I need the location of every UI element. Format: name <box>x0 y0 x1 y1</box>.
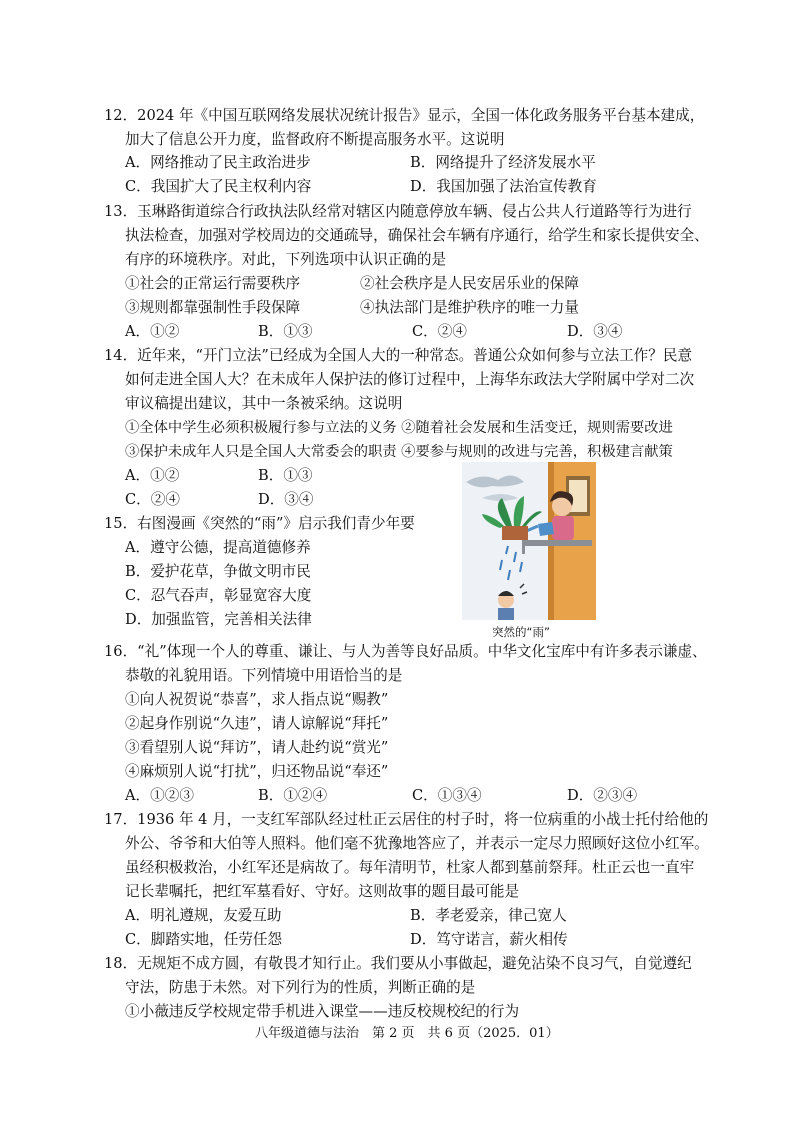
q17-stem-line3: 虽经积极救治，小红军还是病故了。每年清明节，杜家人都到墓前祭拜。杜正云也一直牢 <box>125 859 695 876</box>
q13-stem-line2: 执法检查，加强对学校周边的交通疏导，确保社会车辆有序通行，给学生和家长提供安全、 <box>125 227 709 244</box>
q13-statement-1: ①社会的正常运行需要秩序 <box>125 275 301 292</box>
q14-option-d[interactable]: D．③④ <box>258 491 314 508</box>
q14-option-c[interactable]: C．②④ <box>125 491 180 508</box>
q13-stem-line3: 有序的环境秩序。对此，下列选项中认识正确的是 <box>125 251 447 268</box>
q16-option-d[interactable]: D．②③④ <box>567 787 638 804</box>
q12-option-d[interactable]: D．我国加强了法治宣传教育 <box>410 178 597 195</box>
cartoon-sudden-rain-illustration <box>462 462 596 620</box>
q16-statement-2: ②起身作别说“久违”，请人谅解说“拜托” <box>125 715 389 732</box>
q17-option-d[interactable]: D．笃守诺言，薪火相传 <box>410 931 568 948</box>
q16-statement-3: ③看望别人说“拜访”，请人赴约说“赏光” <box>125 739 389 756</box>
q15-stem: 15．右图漫画《突然的“雨”》启示我们青少年要 <box>104 515 415 532</box>
q13-option-b[interactable]: B．①③ <box>258 323 313 340</box>
q17-stem-line2: 外公、爷爷和大伯等人照料。他们毫不犹豫地答应了，并表示一定尽力照顾好这位小红军。 <box>125 835 709 852</box>
q16-option-a[interactable]: A．①②③ <box>125 787 194 804</box>
q12-option-a[interactable]: A．网络推动了民主政治进步 <box>125 154 311 171</box>
q15-option-a[interactable]: A．遵守公德，提高道德修养 <box>125 539 311 556</box>
q12-option-c[interactable]: C．我国扩大了民主权利内容 <box>125 178 312 195</box>
q13-option-a[interactable]: A．①② <box>125 323 180 340</box>
q16-option-b[interactable]: B．①②④ <box>258 787 328 804</box>
q18-stem-line1: 18．无规矩不成方圆，有敬畏才知行止。我们要从小事做起，避免沾染不良习气，自觉遵纪 <box>104 955 692 972</box>
q16-option-c[interactable]: C．①③④ <box>412 787 482 804</box>
q13-option-d[interactable]: D．③④ <box>567 323 623 340</box>
q17-option-a[interactable]: A．明礼遵规，友爱互助 <box>125 907 282 924</box>
q13-statement-4: ④执法部门是维护秩序的唯一力量 <box>360 299 579 316</box>
q17-option-b[interactable]: B．孝老爱亲，律己宽人 <box>410 907 567 924</box>
q13-statement-2: ②社会秩序是人民安居乐业的保障 <box>360 275 579 292</box>
q12-stem-line2: 加大了信息公开力度，监督政府不断提高服务水平。这说明 <box>125 131 505 148</box>
cartoon-caption: 突然的“雨” <box>492 625 550 639</box>
q14-stem-line2: 如何走进全国人大？在未成年人保护法的修订过程中，上海华东政法大学附属中学对二次 <box>125 371 695 388</box>
q16-statement-1: ①向人祝贺说“恭喜”，求人指点说“赐教” <box>125 691 389 708</box>
q16-stem-line1: 16．“礼”体现一个人的尊重、谦让、与人为善等良好品质。中华文化宝库中有许多表示谦虚、 <box>104 643 707 660</box>
q13-option-c[interactable]: C．②④ <box>412 323 467 340</box>
q14-option-a[interactable]: A．①② <box>125 467 180 484</box>
q16-statement-4: ④麻烦别人说“打扰”，归还物品说“奉还” <box>125 763 389 780</box>
q14-stem-line3: 审议稿提出建议，其中一条被采纳。这说明 <box>125 395 403 412</box>
q14-statements-1-2: ①全体中学生必须积极履行参与立法的义务 ②随着社会发展和生活变迁，规则需要改进 <box>125 420 673 436</box>
q14-statements-3-4: ③保护未成年人只是全国人大常委会的职责 ④要参与规则的改进与完善，积极建言献策 <box>125 444 673 460</box>
q17-stem-line1: 17．1936 年 4 月，一支红军部队经过杜正云居住的村子时，将一位病重的小战士托付给他的 <box>104 811 709 828</box>
q16-stem-line2: 恭敬的礼貌用语。下列情境中用语恰当的是 <box>125 667 403 684</box>
q18-stem-line2: 守法，防患于未然。对下列行为的性质，判断正确的是 <box>125 979 476 996</box>
q12-stem-line1: 12．2024 年《中国互联网络发展状况统计报告》显示，全国一体化政务服务平台基本建成， <box>104 107 705 124</box>
q15-option-b[interactable]: B．爱护花草，争做文明市民 <box>125 563 311 580</box>
q18-statement-1: ①小薇违反学校规定带手机进入课堂——违反校规校纪的行为 <box>125 1003 520 1020</box>
q14-stem-line1: 14．近年来，“开门立法”已经成为全国人大的一种常态。普通公众如何参与立法工作？民意 <box>104 347 693 364</box>
q13-statement-3: ③规则都靠强制性手段保障 <box>125 299 301 316</box>
q13-stem-line1: 13．玉琳路街道综合行政执法队经常对辖区内随意停放车辆、侵占公共人行道路等行为进行 <box>104 203 692 220</box>
q17-option-c[interactable]: C．脚踏实地，任劳任怨 <box>125 931 283 948</box>
q14-option-b[interactable]: B．①③ <box>258 467 313 484</box>
page-footer: 八年级道德与法治 第 2 页 共 6 页（2025．01） <box>255 1026 559 1041</box>
q15-option-d[interactable]: D．加强监管，完善相关法律 <box>125 611 312 628</box>
q12-option-b[interactable]: B．网络提升了经济发展水平 <box>410 154 596 171</box>
q17-stem-line4: 记长辈嘱托，把红军墓看好、守好。这则故事的题目最可能是 <box>125 883 520 900</box>
q15-option-c[interactable]: C．忍气吞声，彰显宽容大度 <box>125 587 312 604</box>
